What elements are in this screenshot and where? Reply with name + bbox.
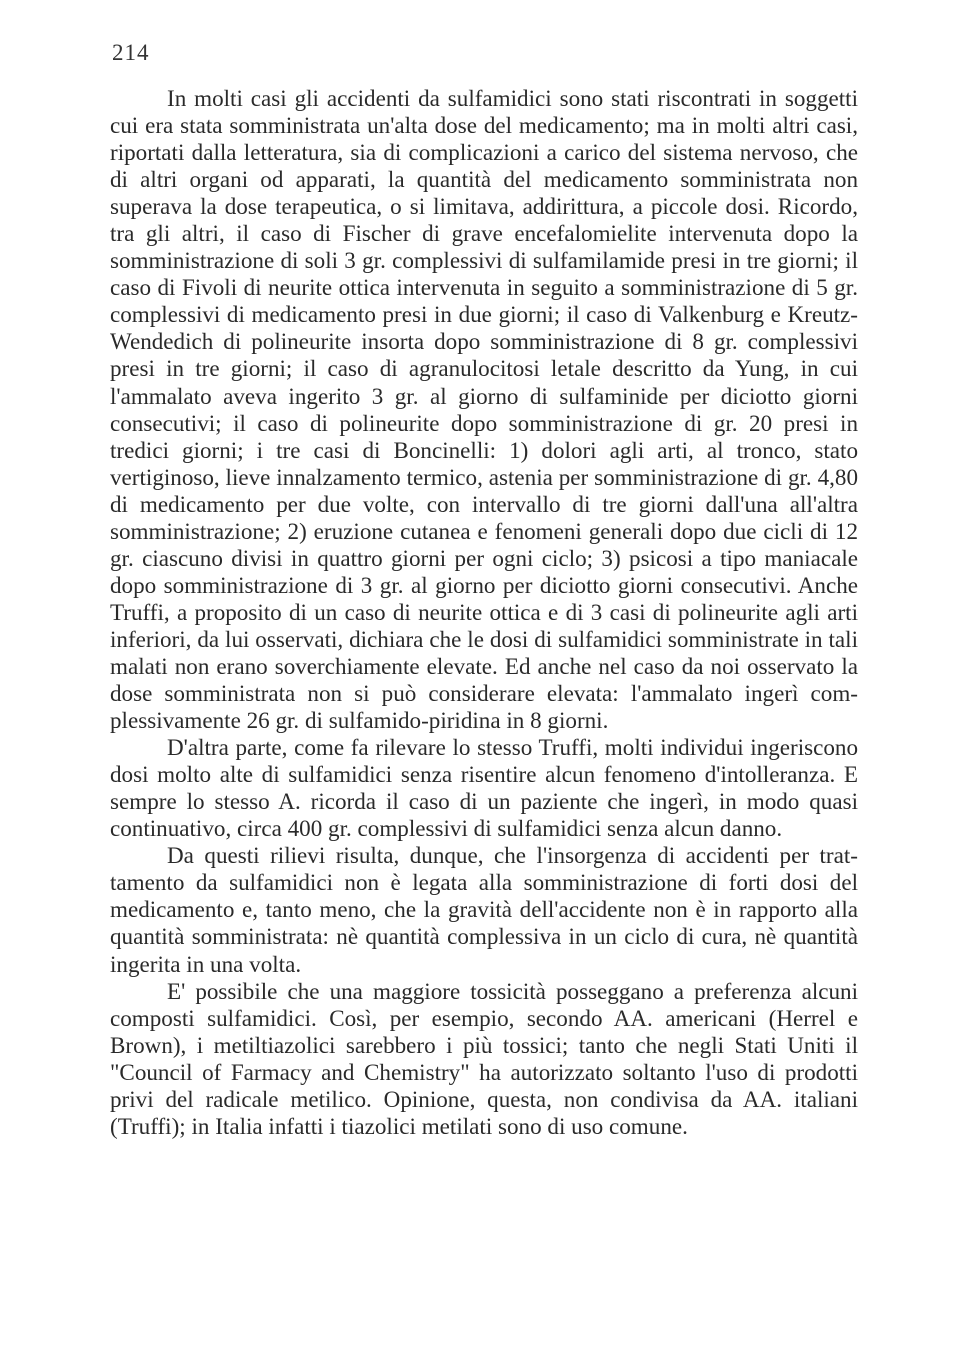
page-number: 214 (112, 40, 150, 65)
paragraph-4: E' possibile che una maggiore tossicità posseggano a preferenza alcuni composti sulfamidici. Così, per esempio, secondo AA. americani (Herrel e Brown), i metiltiazolici sarebbero i più tossici; tanto che negli Stati Uniti il "Council of Farmacy and Chemistry" ha autorizzato soltanto l'uso di prodotti privi del radicale metilico. Opinione, questa, non condivisa da AA. italiani (Truffi); in Italia infatti i tiazolici metilati sono di uso comune. (110, 977, 858, 1139)
paragraph-2: D'altra parte, come fa rilevare lo stesso Truffi, molti individui ingeriscono dosi molto alte di sulfamidici senza risentire alcun fenomeno d'intolleranza. E sempre lo stesso A. ricorda il caso di un paziente che ingerì, in modo quasi continuativo, circa 400 gr. complessivi di sulfamidici senza alcun danno. (110, 734, 858, 842)
text-body (110, 85, 858, 1140)
paragraph-1: In molti casi gli accidenti da sulfamidici sono stati riscontrati in soggetti cui era stata somministrata un'alta dose del medicamento; ma in molti altri casi, riportati dalla letteratura, sia di complicazioni a carico del sistema nervoso, che di altri organi od apparati, la quantità del medicamento somministrata non superava la dose terapeutica, o si limitava, addirittura, a piccole dosi. Ricordo, tra gli altri, il caso di Fischer di grave encefalomielite intervenuta dopo la somministrazione di soli 3 gr. complessivi di sulfamilamide presi in tre giorni; il caso di Fivoli di neurite ottica intervenuta in seguito a somministrazione di 5 gr. complessivi di medicamento presi in due giorni; il caso di Valkenburg e Kreutz-Wendedich di polineurite insorta dopo somministrazione di 8 gr. complessivi presi in tre giorni; il caso di agranulocitosi letale descritto da Yung, in cui l'ammalato aveva ingerito 3 gr. al giorno di sulfaminide per diciotto giorni consecutivi; il caso di polineurite dopo somministrazione di gr. 20 presi in tredici giorni; i tre casi di Boncinelli: 1) dolori agli arti, al tronco, stato vertiginoso, lieve innalzamento termico, astenia per somministrazione di gr. 4,80 di medicamento per due volte, con intervallo di tre giorni dall'una all'altra somministrazione; 2) eruzione cutanea e fenomeni generali dopo due cicli di 12 gr. ciascuno divisi in quattro giorni per ogni ciclo; 3) psicosi a tipo maniacale dopo somministrazione di 3 gr. al giorno per diciotto giorni consecutivi. Anche Truffi, a proposito di un caso di neurite ottica e di 3 casi di polineurite agli arti inferiori, da lui osservati, dichiara che le dosi di sulfamidici somministrate in tali malati non erano soverchiamente elevate. Ed anche nel caso da noi osservato la dose somministrata non si può considerare elevata: l'ammalato ingerì complessivamente 26 gr. di sulfamido-piridina in 8 giorni. (110, 85, 858, 734)
paragraph-3: Da questi rilievi risulta, dunque, che l'insorgenza di accidenti per trattamento da sulfamidici non è legata alla somministrazione di forti dosi del medicamento e, tanto meno, che la gravità dell'accidente non è in rapporto alla quantità somministrata: nè quantità complessiva in un ciclo di cura, nè quantità ingerita in una volta. (110, 842, 858, 977)
